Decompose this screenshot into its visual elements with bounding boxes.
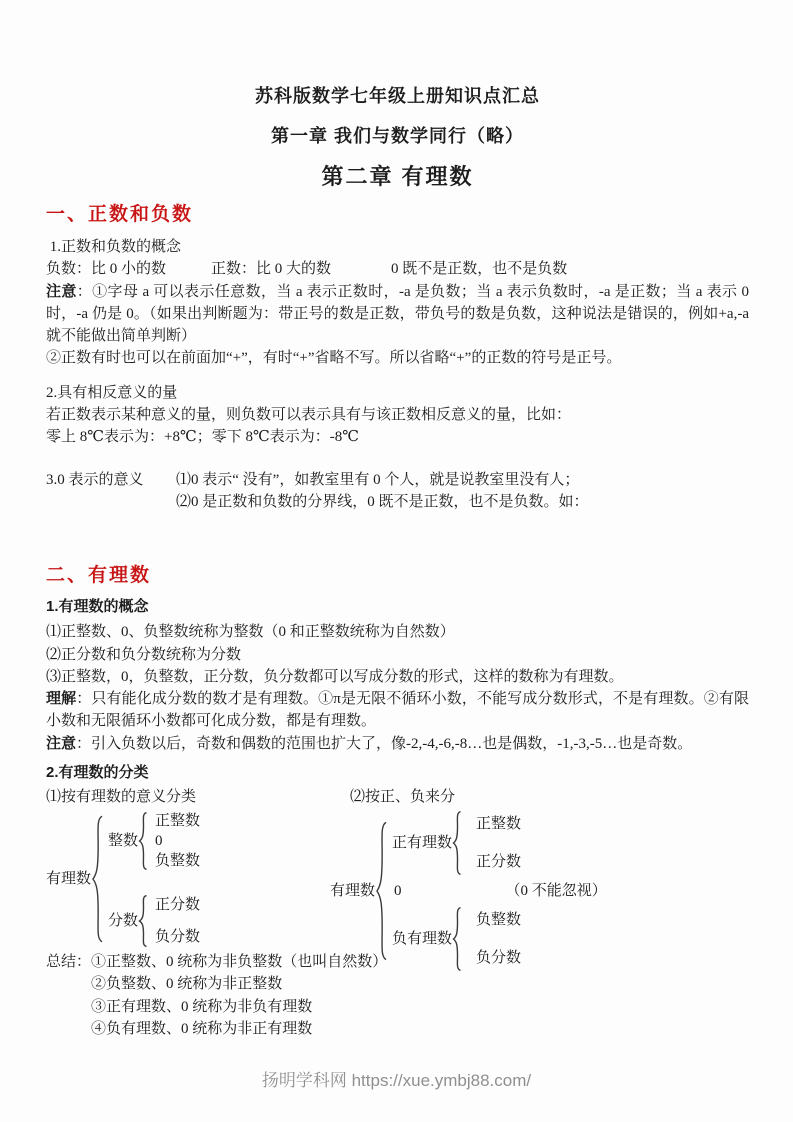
section-1-zero-meaning <box>46 469 749 514</box>
tree-leaf: 负分数 <box>155 929 201 946</box>
curly-brace-icon <box>91 815 104 943</box>
section-1-heading: 一、正数和负数 <box>46 204 194 225</box>
sub2-title: 2.具有相反意义的量 <box>46 384 178 401</box>
tree-caption-1: ⑴按有理数的意义分类 <box>46 789 197 806</box>
tree-leaf: 负分数 <box>476 950 522 967</box>
summary-item: ③正有理数、0 统称为非负有理数 <box>91 998 313 1015</box>
tree-caption-2: ⑵按正、负来分 <box>350 789 456 806</box>
summary-item: ②负整数、0 统称为非正整数 <box>91 976 283 993</box>
section-2-heading: 二、有理数 <box>46 565 152 587</box>
tree-by-meaning <box>46 811 330 947</box>
tree-leaf: 负整数 <box>476 912 522 929</box>
summary-block <box>46 951 749 1040</box>
note-paragraph-2: 注意：引入负数以后，奇数和偶数的范围也扩大了，像-2,-4,-6,-8…也是偶数，-1,-3,-5…也是奇数。 <box>46 734 693 752</box>
zero-item-2: ⑵0 是正数和负数的分界线，0 既不是正数，也不是负数。如： <box>176 493 589 510</box>
rational-item-1: ⑴正整数、0、负整数统称为整数（0 和正整数统称为自然数） <box>46 624 455 641</box>
tree-branch-label: 整数 <box>108 833 139 850</box>
tree-by-sign <box>330 811 749 971</box>
note-label: 注意 <box>46 282 77 300</box>
zero-note: （0 不能忽视） <box>505 883 607 900</box>
definitions-line: 负数：比 0 小的数 正数：比 0 大的数 0 既不是正数，也不是负数 <box>46 261 568 278</box>
tree-branch-label: 分数 <box>108 913 139 930</box>
tree-leaf: 0 <box>155 833 163 850</box>
chapter-2-title: 第二章 有理数 <box>321 164 474 189</box>
summary-items <box>91 951 749 1040</box>
watermark-footer: 扬明学科网 https://xue.ymbj88.com/ <box>261 1071 532 1090</box>
summary-item: ①正整数、0 统称为非负整数（也叫自然数） <box>91 954 388 971</box>
rational-item-2: ⑵正分数和负分数统称为分数 <box>46 646 242 663</box>
integer-leaves <box>148 811 200 871</box>
sub1-title: 1.正数和负数的概念 <box>49 239 182 255</box>
tree-root: 有理数 <box>330 883 376 900</box>
classification-title: 2.有理数的分类 <box>46 764 149 782</box>
sub2-line2: 零上 8℃表示为：+8℃；零下 8℃表示为：-8℃ <box>46 429 360 446</box>
tree-branch-label: 0 <box>394 883 402 900</box>
positive-rational-leaves <box>462 814 521 872</box>
curly-brace-icon <box>138 812 148 870</box>
zero-branch <box>388 881 607 901</box>
summary-item: ④负有理数、0 统称为非正有理数 <box>91 1020 313 1037</box>
chapter-1-title: 第一章 我们与数学同行（略） <box>271 126 524 146</box>
sub2-line1: 若正数表示某种意义的量，则负数可以表示具有与该正数相反意义的量，比如： <box>46 407 572 424</box>
tree-by-meaning-column <box>46 787 330 947</box>
zero-meaning-label: 3.0 表示的意义 <box>46 471 144 488</box>
zero-meaning-items <box>176 469 749 514</box>
understand-label: 理解 <box>46 690 77 708</box>
tree-branches <box>388 811 607 971</box>
tree-leaf: 正整数 <box>155 813 201 830</box>
tree-root: 有理数 <box>46 871 92 888</box>
section-1-opposite-quantities <box>46 382 749 449</box>
note-paragraph: 注意：①字母 a 可以表示任意数，当 a 表示正数时，-a 是负数；当 a 表示负数时，-a 是正数；当 a 表示 0 时，-a 仍是 0。（如果出判断题为：带正号的数是正数，带负号的数是负数，这种说法是错误的，例如+a,-a 就不能做出简单判断） <box>46 282 749 345</box>
summary-label: 总结： <box>46 954 92 971</box>
positive-rational-branch <box>388 811 607 875</box>
curly-brace-icon <box>138 895 148 947</box>
curly-brace-icon <box>452 811 462 875</box>
zero-item-1: ⑴0 表示“ 没有”，如教室里有 0 个人，就是说教室里没有人； <box>176 471 580 488</box>
tree-branches <box>104 811 200 947</box>
tree-leaf: 负整数 <box>155 853 201 870</box>
fraction-leaves <box>148 895 200 947</box>
section-1-concepts <box>46 236 749 370</box>
tree-leaf: 正整数 <box>476 816 522 833</box>
tree-leaf: 正分数 <box>476 854 522 871</box>
integer-branch <box>104 811 200 871</box>
rational-concept-title: 1.有理数的概念 <box>46 598 149 616</box>
tree-by-sign-column <box>330 787 749 967</box>
note-item-2: ②正数有时也可以在前面加“+”，有时“+”省略不写。所以省略“+”的正数的符号是正号。 <box>46 350 622 367</box>
note-label-2: 注意 <box>46 734 77 752</box>
understand-paragraph: 理解：只有能化成分数的数才是有理数。①π是无限不循环小数，不能写成分数形式，不是有理数。②有限小数和无限循环小数都可化成分数，都是有理数。 <box>46 690 749 730</box>
fraction-branch <box>104 895 200 947</box>
tree-branch-label: 负有理数 <box>392 931 453 948</box>
doc-title: 苏科版数学七年级上册知识点汇总 <box>255 86 540 106</box>
rational-item-3: ⑶正整数，0，负整数，正分数，负分数都可以写成分数的形式，这样的数称为有理数。 <box>46 668 624 685</box>
tree-leaf: 正分数 <box>155 897 201 914</box>
curly-brace-icon <box>375 821 388 961</box>
tree-branch-label: 正有理数 <box>392 835 453 852</box>
